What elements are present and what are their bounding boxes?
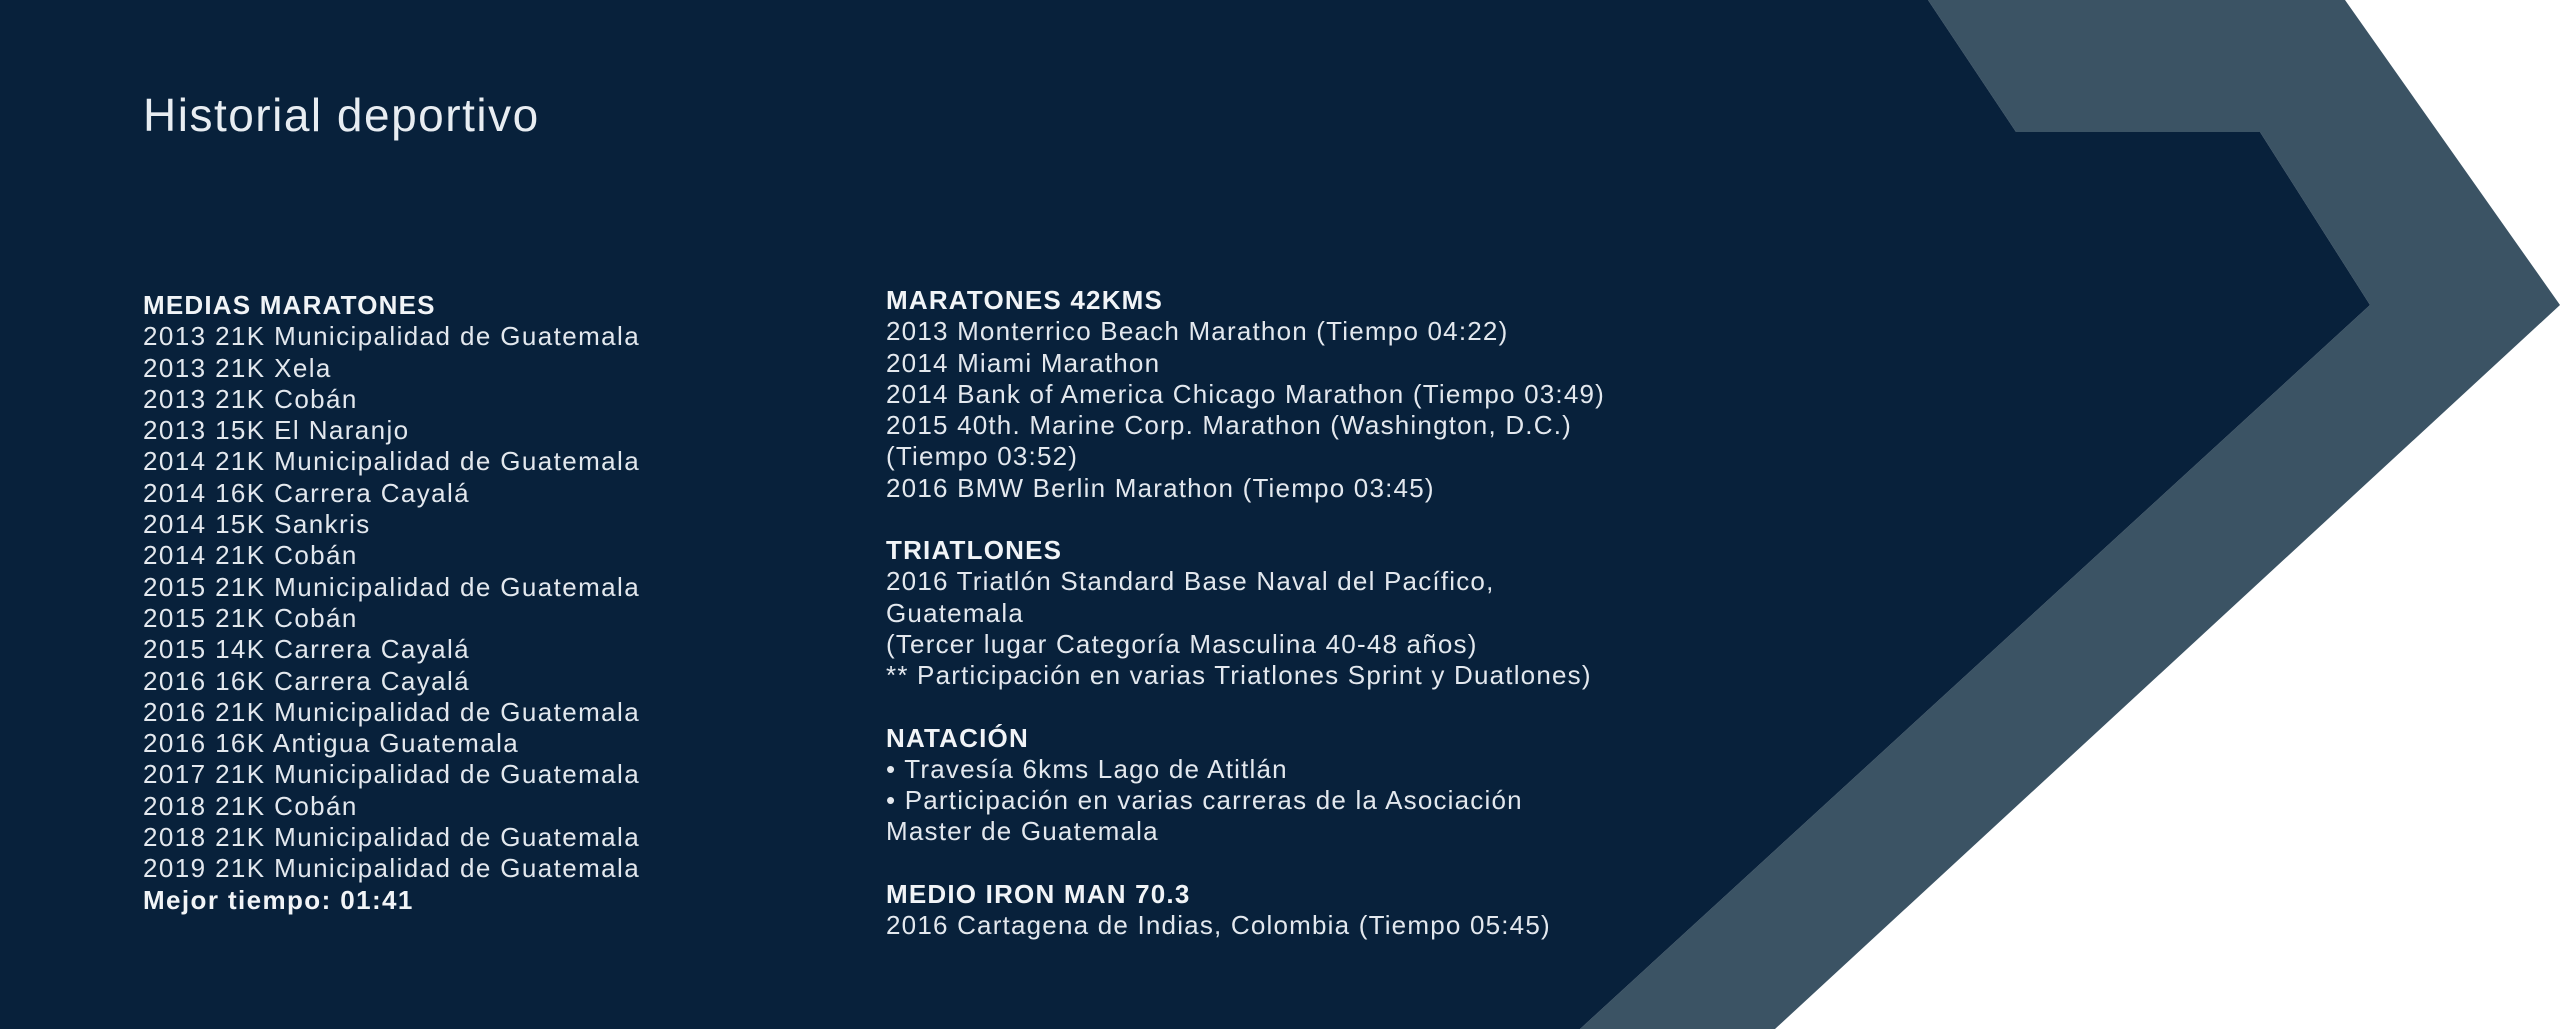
other-events-column <box>886 285 1605 941</box>
list-item: • Participación en varias carreras de la Asociación <box>886 785 1523 816</box>
list-item: Guatemala <box>886 597 1024 628</box>
list-item: 2013 21K Cobán <box>143 383 358 414</box>
list-item: 2015 14K Carrera Cayalá <box>143 634 471 665</box>
list-item: Master de Guatemala <box>886 816 1159 847</box>
list-item: 2019 21K Municipalidad de Guatemala <box>143 853 641 884</box>
list-item: 2016 Cartagena de Indias, Colombia (Tiempo 05:45) <box>886 910 1551 941</box>
list-item: 2016 21K Municipalidad de Guatemala <box>143 696 641 727</box>
triathlons-heading: TRIATLONES <box>886 535 1063 566</box>
list-item: 2015 21K Municipalidad de Guatemala <box>143 571 641 602</box>
iron-man-heading: MEDIO IRON MAN 70.3 <box>886 878 1191 909</box>
marathons-heading: MARATONES 42KMS <box>886 285 1164 315</box>
list-item: 2013 Monterrico Beach Marathon (Tiempo 04:22) <box>886 316 1509 347</box>
half-marathons-heading: MEDIAS MARATONES <box>143 290 436 320</box>
list-item: 2014 21K Municipalidad de Guatemala <box>143 446 641 477</box>
list-item: 2015 40th. Marine Corp. Marathon (Washington, D.C.) <box>886 410 1572 441</box>
list-item: 2015 21K Cobán <box>143 602 358 633</box>
list-item: ** Participación en varias Triatlones Sprint y Duatlones) <box>886 660 1592 691</box>
list-item: 2018 21K Municipalidad de Guatemala <box>143 822 641 853</box>
list-item: 2014 21K Cobán <box>143 540 358 571</box>
list-item: 2018 21K Cobán <box>143 790 358 821</box>
list-item: 2017 21K Municipalidad de Guatemala <box>143 759 641 790</box>
list-item: 2016 Triatlón Standard Base Naval del Pacífico, <box>886 566 1495 597</box>
list-item: 2014 16K Carrera Cayalá <box>143 477 471 508</box>
list-item: 2014 15K Sankris <box>143 509 371 540</box>
list-item: 2013 15K El Naranjo <box>143 415 410 446</box>
list-item: 2016 16K Carrera Cayalá <box>143 665 471 696</box>
iron-man-section <box>886 879 1605 942</box>
list-item: 2014 Bank of America Chicago Marathon (Tiempo 03:49) <box>886 378 1606 409</box>
swimming-section <box>886 723 1605 848</box>
page-title: Historial deportivo <box>143 89 540 141</box>
swimming-heading: NATACIÓN <box>886 722 1029 753</box>
marathons-section <box>886 285 1605 504</box>
list-item: 2016 BMW Berlin Marathon (Tiempo 03:45) <box>886 472 1435 503</box>
list-item: 2014 Miami Marathon <box>886 347 1161 378</box>
list-item: (Tercer lugar Categoría Masculina 40-48 años) <box>886 628 1478 659</box>
list-item: • Travesía 6kms Lago de Atitlán <box>886 753 1288 784</box>
best-time: Mejor tiempo: 01:41 <box>143 884 414 915</box>
half-marathons-column <box>143 290 640 916</box>
list-item: 2013 21K Xela <box>143 352 332 383</box>
list-item: 2013 21K Municipalidad de Guatemala <box>143 321 641 352</box>
triathlons-section <box>886 535 1605 691</box>
list-item: 2016 16K Antigua Guatemala <box>143 728 520 759</box>
list-item: (Tiempo 03:52) <box>886 441 1079 472</box>
